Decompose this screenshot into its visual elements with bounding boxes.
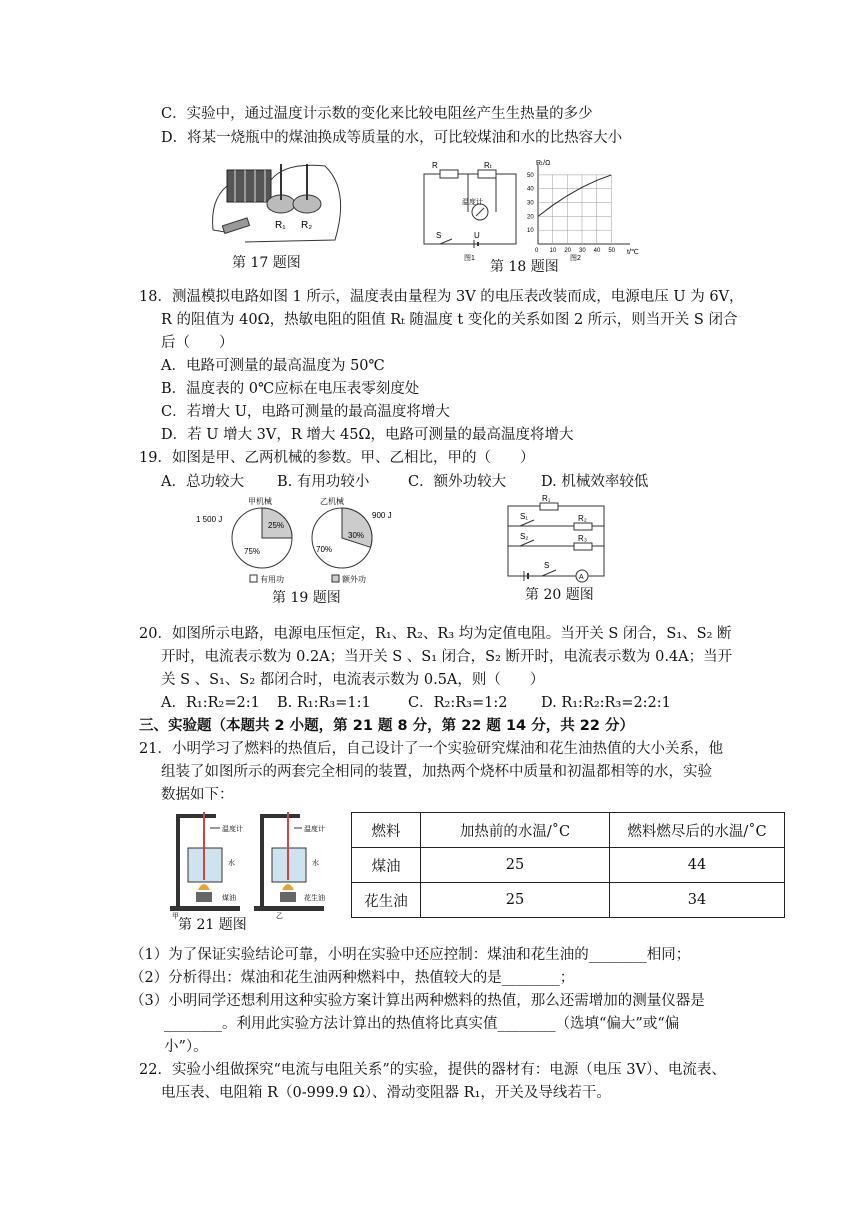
table-cell: 花生油	[352, 883, 421, 918]
chart-x-tick: 20	[564, 248, 572, 254]
q21-label-yi: 乙	[276, 913, 283, 920]
q18-chart	[524, 156, 646, 264]
q18-option-d: D．若 U 增大 3V，R 增大 45Ω，电路可测量的最高温度将增大	[161, 427, 574, 443]
q17-figure	[205, 160, 355, 252]
q20-label-a: A	[579, 574, 584, 581]
q18-line3: 后（ ）	[161, 335, 234, 351]
q20-caption: 第 20 题图	[525, 587, 594, 603]
q20-label-s2: S₂	[520, 532, 529, 541]
table-header-row	[352, 813, 785, 848]
chart-y-tick: 20	[527, 214, 534, 221]
chart-series-line	[538, 175, 611, 216]
table-cell: 44	[610, 848, 785, 883]
q20-option-c: C．R₂:R₃=1:2	[408, 695, 508, 711]
q19-option-c: C．额外功较大	[408, 474, 507, 490]
q20-label-s: S	[544, 561, 550, 570]
q20-line2: 开时，电流表示数为 0.2A；当开关 S 、S₁ 闭合，S₂ 断开时，电流表示数为 0.4A；当开	[161, 649, 733, 665]
q21-label-water-1: 水	[228, 860, 235, 867]
q21-figure	[168, 808, 338, 920]
table-cell: 25	[421, 883, 610, 918]
q21-label-thermo-2: 温度计	[304, 826, 325, 833]
q20-label-r2: R₂	[578, 514, 587, 523]
chart-x-tick: 40	[593, 248, 601, 254]
q22-line2: 电压表、电阻箱 R（0-999.9 Ω）、滑动变阻器 R₁，开关及导线若干。	[161, 1085, 611, 1101]
q21-data-table	[351, 812, 785, 918]
q22-line1: 22．实验小组做探究“电流与电阻关系”的实验，提供的器材有：电源（电压 3V）、电流表、	[139, 1062, 726, 1078]
q21-sub3-line1: （3）小明同学还想利用这种实验方案计算出两种燃料的热值，那么还需增加的测量仪器是	[130, 993, 705, 1009]
q18-option-b: B．温度表的 0℃应标在电压表零刻度处	[161, 381, 420, 397]
q19-option-a: A．总功较大	[161, 474, 244, 490]
q17-caption: 第 17 题图	[232, 255, 301, 271]
q19-stem: 19．如图是甲、乙两机械的参数。甲、乙相比，甲的（ ）	[139, 450, 535, 466]
q21-sub2: （2）分析得出：煤油和花生油两种燃料中，热值较大的是________；	[130, 970, 575, 986]
chart-y-tick: 50	[527, 172, 534, 179]
q18-fig2-name: 图2	[570, 255, 581, 262]
q21-sub3-line2: ________。利用此实验方法计算出的热值将比真实值________（选填“偏大”或“偏	[164, 1016, 680, 1032]
q18-caption: 第 18 题图	[490, 259, 559, 275]
q21-sub1: （1）为了保证实验结论可靠，小明在实验中还应控制：煤油和花生油的________相同；	[130, 947, 691, 963]
table-cell: 34	[610, 883, 785, 918]
q19-legend-useful: 有用功	[260, 575, 284, 584]
q19-jia-total: 1 500 J	[196, 515, 223, 524]
table-cell: 25	[421, 848, 610, 883]
q19-jia-useful: 75%	[244, 547, 261, 556]
q19-jia-name: 甲机械	[248, 497, 272, 506]
chart-y-tick: 30	[527, 200, 534, 207]
q21-caption: 第 21 题图	[178, 917, 247, 933]
q19-yi-name: 乙机械	[320, 497, 344, 506]
q19-option-d: D. 机械效率较低	[541, 474, 649, 490]
q17-label-r2: R₂	[301, 220, 313, 231]
chart-y-tick: 40	[527, 186, 534, 193]
table-row	[352, 848, 785, 883]
q17-option-d: D．将某一烧瓶中的煤油换成等质量的水，可比较煤油和水的比热容大小	[161, 130, 623, 146]
q20-option-d: D. R₁:R₂:R₃=2:2:1	[541, 695, 671, 711]
q21-sub3-line3: 小”）。	[164, 1039, 208, 1055]
table-header-cell: 燃料	[352, 813, 421, 848]
q21-label-thermo-1: 温度计	[222, 826, 243, 833]
q19-caption: 第 19 题图	[272, 590, 341, 606]
q20-label-s1: S₁	[520, 512, 529, 521]
q18-label-rt: Rₜ	[484, 161, 493, 170]
q21-label-peanut: 花生油	[304, 895, 325, 902]
q18-fig1-name: 图1	[464, 255, 475, 262]
q19-option-b: B. 有用功较小	[277, 474, 370, 490]
q18-option-a: A．电路可测量的最高温度为 50℃	[161, 358, 385, 374]
q20-option-b: B. R₁:R₃=1:1	[277, 695, 371, 711]
q21-line1: 21．小明学习了燃料的热值后，自己设计了一个实验研究煤油和花生油热值的大小关系，他	[139, 741, 723, 757]
q18-label-u: U	[474, 231, 480, 240]
q18-label-r: R	[432, 161, 438, 170]
q20-line1: 20．如图所示电路，电源电压恒定，R₁、R₂、R₃ 均为定值电阻。当开关 S 闭合，S₁、S₂ 断	[139, 626, 732, 642]
q19-legend-extra: 额外功	[342, 575, 366, 584]
q18-label-meter: 温度计	[462, 199, 483, 206]
q21-line2: 组装了如图所示的两套完全相同的装置，加热两个烧杯中质量和初温都相等的水，实验	[161, 764, 712, 780]
q20-option-a: A．R₁:R₂=2:1	[161, 695, 260, 711]
q20-line3: 关 S 、S₁、S₂ 都闭合时，电流表示数为 0.5A，则（ ）	[161, 672, 545, 688]
q21-label-water-2: 水	[312, 860, 319, 867]
table-header-cell: 燃料燃尽后的水温/˚C	[610, 813, 785, 848]
q18-option-c: C．若增大 U，电路可测量的最高温度将增大	[161, 404, 450, 420]
q19-figure	[192, 494, 402, 586]
table-row	[352, 883, 785, 918]
section-3-heading: 三、实验题（本题共 2 小题，第 21 题 8 分，第 22 题 14 分，共 22 分）	[139, 718, 634, 734]
table-header-cell: 加热前的水温/˚C	[421, 813, 610, 848]
table-cell: 煤油	[352, 848, 421, 883]
q19-yi-extra: 30%	[348, 531, 365, 540]
q20-label-r3: R₃	[578, 534, 588, 543]
q18-label-s: S	[436, 231, 442, 240]
q17-option-c: C．实验中，通过温度计示数的变化来比较电阻丝产生生热量的多少	[161, 106, 593, 122]
chart-x-tick: 10	[549, 248, 557, 254]
chart-x-tick: 30	[579, 248, 586, 254]
q18-circuit-figure	[418, 160, 522, 264]
q21-label-kerosene: 煤油	[222, 895, 236, 902]
q20-label-r1: R₁	[542, 494, 551, 503]
q21-line3: 数据如下：	[161, 787, 234, 803]
q18-line1: 18．测温模拟电路如图 1 所示，温度表由量程为 3V 的电压表改装而成，电源电压 U 为 6V，	[139, 289, 744, 305]
chart-ylabel: Rₜ/Ω	[536, 160, 551, 167]
q18-line2: R 的阻值为 40Ω，热敏电阻的阻值 Rₜ 随温度 t 变化的关系如图 2 所示，则当开关 S 闭合	[161, 312, 738, 328]
q20-figure	[500, 494, 612, 584]
q19-yi-extra-j: 900 J	[372, 511, 392, 520]
chart-y-tick: 10	[527, 228, 534, 235]
q21-label-jia: 甲	[172, 913, 179, 920]
chart-x-tick: 50	[608, 248, 616, 254]
q19-jia-extra: 25%	[268, 521, 285, 530]
q17-label-r1: R₁	[275, 220, 286, 231]
chart-x-tick: 0	[535, 248, 539, 254]
q19-yi-useful: 70%	[316, 545, 333, 554]
chart-xlabel: t/℃	[627, 249, 639, 256]
